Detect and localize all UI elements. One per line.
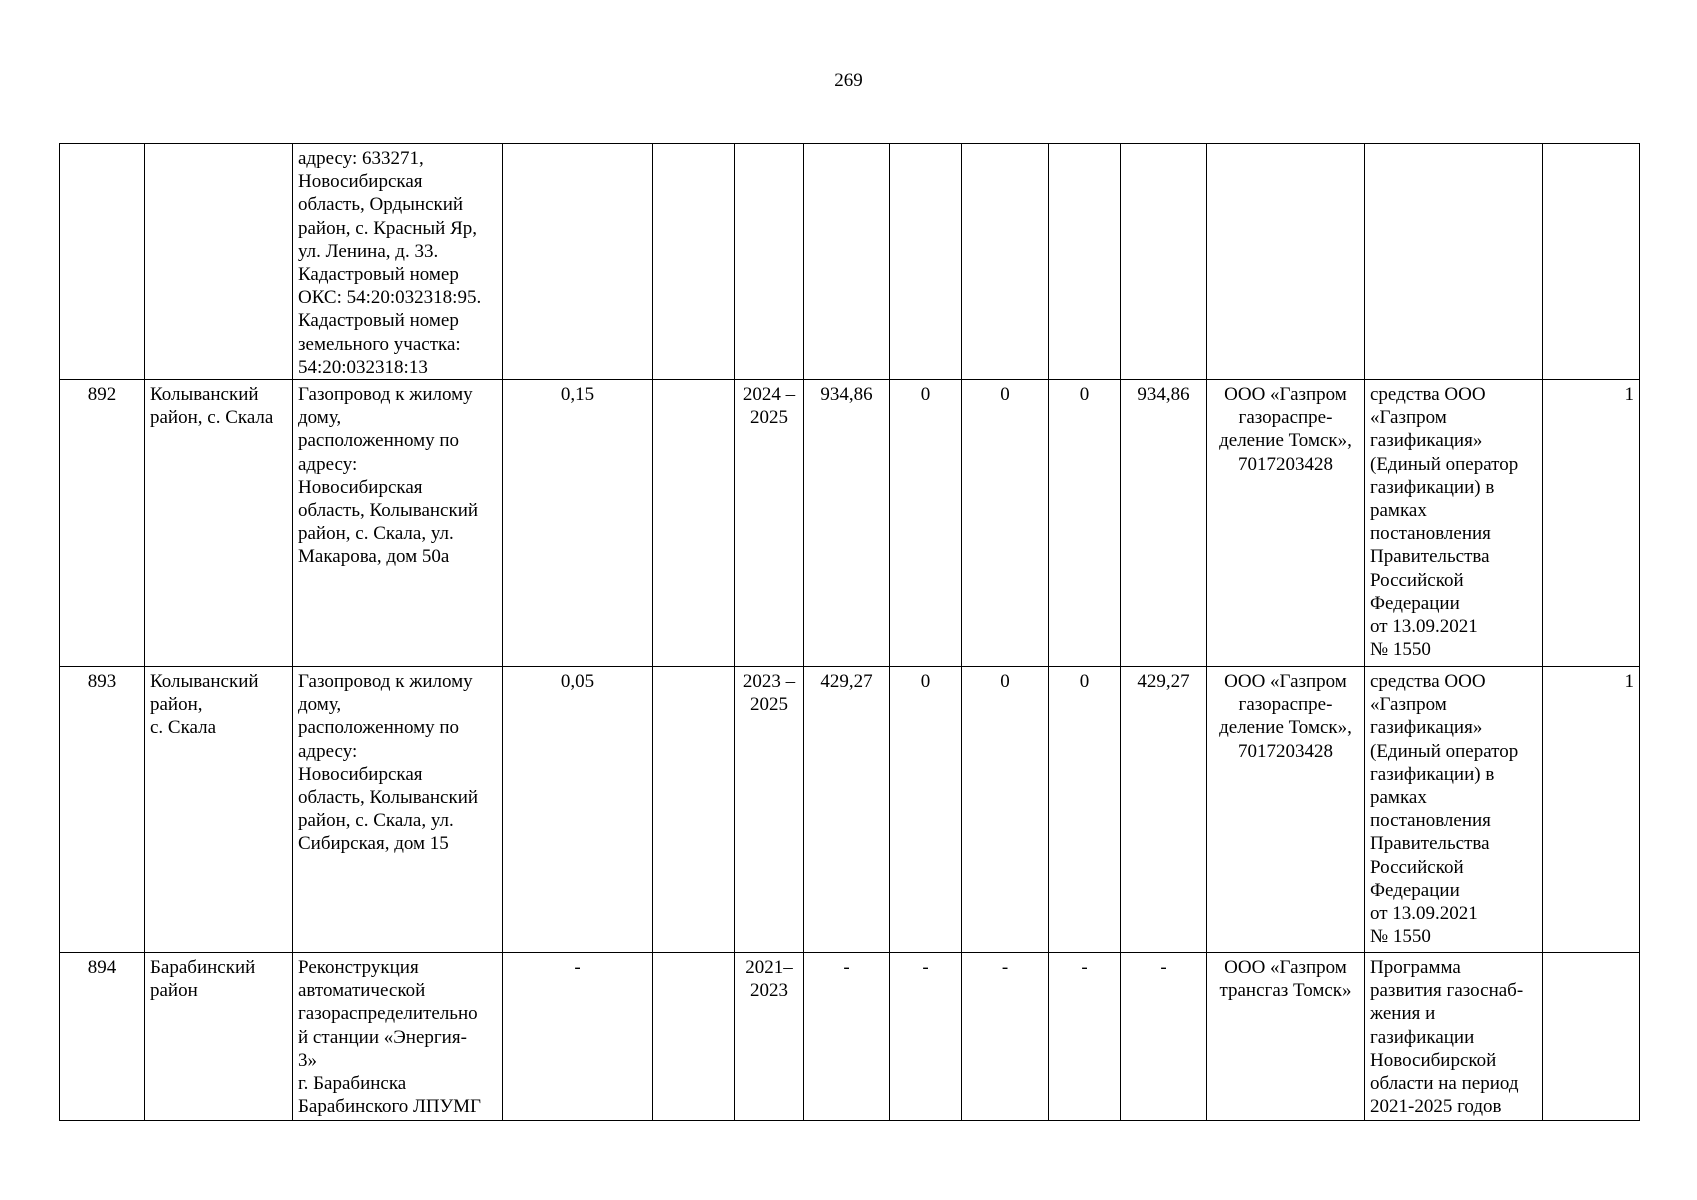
cell-text-line: постановления: [1370, 810, 1491, 832]
table-row: [60, 144, 1640, 380]
table-row: [60, 953, 1640, 1121]
cell-value-2: -: [890, 953, 962, 1121]
cell-number: 893: [60, 667, 145, 953]
cell-period: [735, 380, 804, 667]
cell-text-line: Правительства: [1370, 833, 1490, 855]
cell-operator: [1207, 953, 1365, 1121]
cell-value-5: 934,86: [1121, 380, 1207, 667]
cell-text-line: район, с. Скала, ул.: [298, 523, 454, 545]
cell-text-line: й станции «Энергия-: [298, 1026, 467, 1048]
cell-text-line: Федерации: [1370, 879, 1460, 901]
cell-text-line: газораспределительно: [298, 1003, 478, 1025]
cell-district: [145, 667, 293, 953]
cell-text-line: 2021-2025 годов: [1370, 1096, 1502, 1118]
cell-funding-source: [1365, 953, 1543, 1121]
cell-text-line: 2025: [750, 407, 788, 429]
cell-number: 894: [60, 953, 145, 1121]
cell-text-line: 3»: [298, 1049, 317, 1071]
cell-text-line: от 13.09.2021: [1370, 903, 1478, 925]
cell-object: [293, 144, 503, 380]
cell-value-2: 0: [890, 667, 962, 953]
cell-text-line: средства ООО: [1370, 671, 1486, 693]
cell-text-line: средства ООО: [1370, 384, 1486, 406]
cell-text-line: области на период: [1370, 1073, 1519, 1095]
cell-number: [60, 144, 145, 380]
cell-text-line: (Единый оператор: [1370, 453, 1519, 475]
cell-text-line: ООО «Газпром: [1224, 384, 1347, 406]
cell-text-line: Российской: [1370, 569, 1464, 591]
cell-value-4: -: [1049, 953, 1121, 1121]
cell-text-line: расположенному по: [298, 430, 460, 452]
cell-length: 0,05: [503, 667, 653, 953]
cell-text-line: район, с. Красный Яр,: [298, 217, 478, 239]
cell-col5: [653, 953, 735, 1121]
cell-object: [293, 667, 503, 953]
cell-text-line: дому,: [298, 407, 342, 429]
cell-value-3: 0: [962, 667, 1049, 953]
cell-text-line: Новосибирская: [298, 476, 423, 498]
cell-text-line: район, с. Скала: [150, 407, 274, 429]
cell-value-5: 429,27: [1121, 667, 1207, 953]
cell-text-line: 7017203428: [1238, 740, 1333, 762]
cell-length: -: [503, 953, 653, 1121]
cell-text-line: 7017203428: [1238, 453, 1333, 475]
cell-text-line: газификация»: [1370, 717, 1483, 739]
cell-text-line: Барабинского ЛПУМГ: [298, 1096, 481, 1118]
cell-period: [735, 144, 804, 380]
cell-text-line: развития газоснаб-: [1370, 980, 1524, 1002]
cell-text-line: область, Колыванский: [298, 500, 479, 522]
cell-text-line: область, Колыванский: [298, 787, 479, 809]
cell-value-3: 0: [962, 380, 1049, 667]
cell-text-line: Новосибирская: [298, 763, 423, 785]
cell-last: 1: [1543, 380, 1640, 667]
cell-value-3: [962, 144, 1049, 380]
cell-operator: [1207, 380, 1365, 667]
cell-text-line: адресу:: [298, 740, 358, 762]
cell-object: [293, 380, 503, 667]
cell-text-line: 2023 –: [742, 671, 796, 693]
cell-text-line: газификации) в: [1370, 763, 1495, 785]
cell-text-line: Новосибирской: [1370, 1049, 1497, 1071]
cell-value-5: [1121, 144, 1207, 380]
cell-operator: [1207, 667, 1365, 953]
cell-text-line: расположенному по: [298, 717, 460, 739]
cell-text-line: ОКС: 54:20:032318:95.: [298, 287, 482, 309]
cell-text-line: деление Томск»,: [1219, 717, 1352, 739]
cell-text-line: ул. Ленина, д. 33.: [298, 240, 439, 262]
cell-text-line: Газопровод к жилому: [298, 671, 473, 693]
cell-last: [1543, 953, 1640, 1121]
cell-text-line: ООО «Газпром: [1224, 957, 1347, 979]
cell-text-line: (Единый оператор: [1370, 740, 1519, 762]
cell-text-line: Российской: [1370, 856, 1464, 878]
cell-text-line: Барабинский: [150, 957, 256, 979]
cell-text-line: ООО «Газпром: [1224, 671, 1347, 693]
cell-value-1: -: [804, 953, 890, 1121]
cell-text-line: от 13.09.2021: [1370, 616, 1478, 638]
cell-text-line: Газопровод к жилому: [298, 384, 473, 406]
cell-district: [145, 953, 293, 1121]
cell-text-line: № 1550: [1370, 639, 1431, 661]
cell-text-line: район, с. Скала, ул.: [298, 810, 454, 832]
table-row: [60, 667, 1640, 953]
cell-text-line: адресу: 633271,: [298, 148, 424, 169]
cell-text-line: 2025: [750, 694, 788, 716]
cell-text-line: газификации) в: [1370, 476, 1495, 498]
cell-text-line: газификация»: [1370, 430, 1483, 452]
cell-col5: [653, 144, 735, 380]
cell-text-line: Федерации: [1370, 592, 1460, 614]
cell-text-line: Новосибирская: [298, 171, 423, 193]
table-row: [60, 380, 1640, 667]
cell-text-line: район,: [150, 694, 203, 716]
cell-text-line: 54:20:032318:13: [298, 356, 428, 378]
cell-value-1: [804, 144, 890, 380]
cell-value-4: [1049, 144, 1121, 380]
cell-text-line: деление Томск»,: [1219, 430, 1352, 452]
cell-text-line: Реконструкция: [298, 957, 419, 979]
cell-text-line: Программа: [1370, 957, 1461, 979]
cell-period: [735, 667, 804, 953]
cell-value-4: 0: [1049, 380, 1121, 667]
cell-text-line: г. Барабинска: [298, 1073, 407, 1095]
cell-text-line: Колыванский: [150, 671, 259, 693]
cell-value-5: -: [1121, 953, 1207, 1121]
cell-text-line: район: [150, 980, 198, 1002]
cell-length: 0,15: [503, 380, 653, 667]
cell-text-line: автоматической: [298, 980, 426, 1002]
cell-col5: [653, 667, 735, 953]
cell-text-line: рамках: [1370, 787, 1427, 809]
cell-district: [145, 144, 293, 380]
cell-text-line: рамках: [1370, 500, 1427, 522]
cell-value-1: 429,27: [804, 667, 890, 953]
gas-objects-table: [59, 143, 1640, 1121]
cell-district: [145, 380, 293, 667]
cell-text-line: с. Скала: [150, 717, 217, 739]
cell-text-line: область, Ордынский: [298, 194, 464, 216]
cell-text-line: газораспре-: [1238, 407, 1333, 429]
cell-text-line: Правительства: [1370, 546, 1490, 568]
cell-text-line: дому,: [298, 694, 342, 716]
cell-funding-source: [1365, 667, 1543, 953]
cell-number: 892: [60, 380, 145, 667]
cell-text-line: постановления: [1370, 523, 1491, 545]
cell-text-line: жения и: [1370, 1003, 1436, 1025]
cell-value-3: -: [962, 953, 1049, 1121]
cell-col5: [653, 380, 735, 667]
cell-period: [735, 953, 804, 1121]
cell-last: 1: [1543, 667, 1640, 953]
cell-text-line: Кадастровый номер: [298, 264, 459, 286]
cell-text-line: 2024 –: [742, 384, 796, 406]
cell-value-4: 0: [1049, 667, 1121, 953]
cell-value-2: 0: [890, 380, 962, 667]
cell-text-line: Сибирская, дом 15: [298, 833, 449, 855]
cell-funding-source: [1365, 380, 1543, 667]
cell-text-line: 2023: [750, 980, 788, 1002]
table-body: [60, 144, 1640, 1121]
cell-text-line: Макарова, дом 50а: [298, 546, 450, 568]
cell-operator: [1207, 144, 1365, 380]
cell-text-line: газификации: [1370, 1026, 1475, 1048]
cell-value-2: [890, 144, 962, 380]
cell-length: [503, 144, 653, 380]
cell-text-line: газораспре-: [1238, 694, 1333, 716]
cell-text-line: «Газпром: [1370, 407, 1447, 429]
cell-value-1: 934,86: [804, 380, 890, 667]
page-number: 269: [834, 70, 863, 91]
cell-object: [293, 953, 503, 1121]
cell-text-line: 2021–: [745, 957, 793, 979]
cell-text-line: Колыванский: [150, 384, 259, 406]
cell-text-line: Кадастровый номер: [298, 310, 459, 332]
cell-text-line: № 1550: [1370, 926, 1431, 948]
cell-text-line: трансгаз Томск»: [1219, 980, 1352, 1002]
cell-last: [1543, 144, 1640, 380]
cell-funding-source: [1365, 144, 1543, 380]
cell-text-line: земельного участка:: [298, 333, 461, 355]
cell-text-line: «Газпром: [1370, 694, 1447, 716]
cell-text-line: адресу:: [298, 453, 358, 475]
